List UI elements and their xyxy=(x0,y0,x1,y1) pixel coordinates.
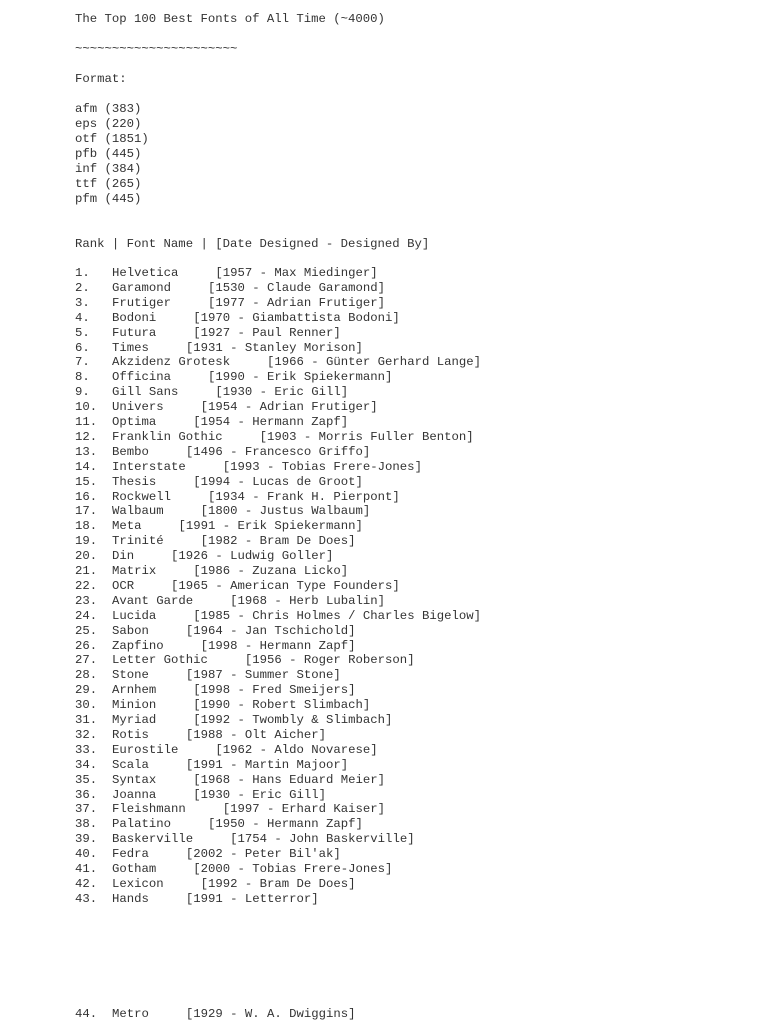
font-name: Hands xyxy=(112,891,149,906)
font-row xyxy=(75,385,348,400)
font-row xyxy=(75,639,356,654)
font-name: OCR xyxy=(112,578,135,593)
font-rank: 16. xyxy=(75,489,98,504)
font-row xyxy=(75,415,348,430)
font-name: Lexicon xyxy=(112,876,164,891)
font-rank: 3. xyxy=(75,295,90,310)
font-info: [1930 - Eric Gill] xyxy=(193,787,327,802)
font-rank: 43. xyxy=(75,891,98,906)
font-name: Walbaum xyxy=(112,504,164,519)
font-name: Interstate xyxy=(112,459,186,474)
font-row xyxy=(75,549,333,564)
font-name: Lucida xyxy=(112,608,157,623)
font-info: [1991 - Martin Majoor] xyxy=(185,757,349,772)
font-row xyxy=(75,758,348,773)
font-name: Rockwell xyxy=(112,489,172,504)
font-info: [1990 - Erik Spiekermann] xyxy=(207,370,393,385)
font-info: [1966 - Günter Gerhard Lange] xyxy=(266,355,481,370)
font-info: [1530 - Claude Garamond] xyxy=(207,280,386,295)
font-rank: 13. xyxy=(75,444,98,459)
font-info: [1994 - Lucas de Groot] xyxy=(193,474,363,489)
font-row xyxy=(75,832,415,847)
font-rank: 22. xyxy=(75,578,98,593)
font-name: Futura xyxy=(112,325,157,340)
font-rank: 27. xyxy=(75,653,98,668)
font-row xyxy=(75,430,474,445)
font-name: Stone xyxy=(112,668,149,683)
format-item: pfb (445) xyxy=(75,147,142,161)
font-row xyxy=(75,564,348,579)
font-rank: 37. xyxy=(75,802,98,817)
font-name: Bodoni xyxy=(112,310,157,325)
format-item: eps (220) xyxy=(75,117,142,131)
font-name: Akzidenz Grotesk xyxy=(112,355,231,370)
font-row xyxy=(75,802,385,817)
table-header: Rank | Font Name | [Date Designed - Designed By] xyxy=(75,237,430,251)
font-rank: 5. xyxy=(75,325,90,340)
font-row xyxy=(75,788,326,803)
format-item: afm (383) xyxy=(75,102,142,116)
format-heading: Format: xyxy=(75,72,127,86)
font-rank: 7. xyxy=(75,355,90,370)
font-row xyxy=(75,311,400,326)
font-row xyxy=(75,817,363,832)
font-rank: 29. xyxy=(75,683,98,698)
font-rank: 12. xyxy=(75,429,98,444)
font-rank: 18. xyxy=(75,519,98,534)
font-name: Sabon xyxy=(112,623,149,638)
font-rank: 6. xyxy=(75,340,90,355)
font-info: [1991 - Erik Spiekermann] xyxy=(178,519,363,534)
font-row xyxy=(75,296,385,311)
font-row xyxy=(75,490,400,505)
font-name: Gill Sans xyxy=(112,385,179,400)
font-rank: 11. xyxy=(75,415,98,429)
font-name: Helvetica xyxy=(112,266,179,280)
document-title: The Top 100 Best Fonts of All Time (~4000) xyxy=(75,12,385,26)
font-name: Fedra xyxy=(112,847,149,862)
font-name: Arnhem xyxy=(112,683,157,698)
font-row xyxy=(75,579,400,594)
font-rank: 39. xyxy=(75,832,98,847)
font-name: Fleishmann xyxy=(112,802,186,817)
font-info: [1496 - Francesco Griffo] xyxy=(185,444,371,459)
font-rank: 30. xyxy=(75,698,98,713)
font-info: [1982 - Bram De Does] xyxy=(200,534,356,549)
font-rank: 41. xyxy=(75,862,98,876)
font-name: Avant Garde xyxy=(112,593,194,608)
font-row xyxy=(75,892,319,907)
font-info: [1992 - Bram De Does] xyxy=(200,876,356,891)
font-info: [1991 - Letterror] xyxy=(185,891,319,906)
font-row-next-page xyxy=(75,1007,356,1022)
font-info: [1987 - Summer Stone] xyxy=(185,668,341,683)
format-item: inf (384) xyxy=(75,162,142,176)
font-row xyxy=(75,773,385,788)
font-row xyxy=(75,847,341,862)
font-info: [1998 - Fred Smeijers] xyxy=(193,683,356,698)
font-name: Scala xyxy=(112,757,149,772)
font-info: [1903 - Morris Fuller Benton] xyxy=(259,429,474,444)
font-name: Letter Gothic xyxy=(112,653,208,668)
font-row xyxy=(75,534,356,549)
font-info: [1929 - W. A. Dwiggins] xyxy=(185,1007,356,1021)
font-rank: 24. xyxy=(75,608,98,623)
font-name: Bembo xyxy=(112,444,149,459)
font-info: [1968 - Hans Eduard Meier] xyxy=(193,772,386,787)
font-rank: 40. xyxy=(75,847,98,862)
format-item: otf (1851) xyxy=(75,132,149,146)
font-row xyxy=(75,519,363,534)
font-name: Trinité xyxy=(112,534,164,549)
title-separator: ~~~~~~~~~~~~~~~~~~~~~~ xyxy=(75,42,238,56)
font-name: Din xyxy=(112,549,135,564)
format-item: ttf (265) xyxy=(75,177,142,191)
font-rank: 25. xyxy=(75,623,98,638)
font-rank: 4. xyxy=(75,310,90,325)
font-row xyxy=(75,728,326,743)
font-row xyxy=(75,609,481,624)
font-rank: 31. xyxy=(75,713,98,727)
font-row xyxy=(75,504,370,519)
font-row xyxy=(75,445,370,460)
font-info: [1927 - Paul Renner] xyxy=(193,325,341,340)
font-info: [1754 - John Baskerville] xyxy=(230,832,415,847)
font-row xyxy=(75,594,385,609)
font-name: Eurostile xyxy=(112,742,179,757)
font-name: Matrix xyxy=(112,564,157,578)
font-info: [1993 - Tobias Frere-Jones] xyxy=(222,459,422,474)
font-rank: 19. xyxy=(75,534,98,549)
font-rank: 10. xyxy=(75,400,98,415)
font-rank: 9. xyxy=(75,385,90,400)
font-name: Joanna xyxy=(112,787,157,802)
font-info: [1954 - Hermann Zapf] xyxy=(193,415,349,429)
font-name: Myriad xyxy=(112,713,157,727)
font-info: [1926 - Ludwig Goller] xyxy=(171,549,334,564)
font-rank: 14. xyxy=(75,459,98,474)
font-rank: 38. xyxy=(75,817,98,832)
font-name: Palatino xyxy=(112,817,172,832)
font-info: [1930 - Eric Gill] xyxy=(215,385,349,400)
font-rank: 23. xyxy=(75,593,98,608)
font-name: Zapfino xyxy=(112,638,164,653)
font-row xyxy=(75,400,378,415)
font-info: [1931 - Stanley Morison] xyxy=(185,340,363,355)
font-name: Officina xyxy=(112,370,172,385)
font-rank: 34. xyxy=(75,757,98,772)
font-rank: 28. xyxy=(75,668,98,683)
font-row xyxy=(75,683,356,698)
font-rank: 21. xyxy=(75,564,98,578)
font-name: Thesis xyxy=(112,474,157,489)
font-rank: 32. xyxy=(75,727,98,742)
font-info: [2002 - Peter Bil'ak] xyxy=(185,847,341,862)
font-name: Syntax xyxy=(112,772,157,787)
font-rank: 33. xyxy=(75,742,98,757)
font-info: [1950 - Hermann Zapf] xyxy=(207,817,363,832)
font-row xyxy=(75,355,481,370)
font-name: Frutiger xyxy=(112,295,172,310)
font-name: Gotham xyxy=(112,862,157,876)
font-name: Franklin Gothic xyxy=(112,429,223,444)
font-name: Garamond xyxy=(112,280,172,295)
font-rank: 17. xyxy=(75,504,98,519)
font-info: [1997 - Erhard Kaiser] xyxy=(222,802,386,817)
font-info: [1800 - Justus Walbaum] xyxy=(200,504,371,519)
font-info: [1964 - Jan Tschichold] xyxy=(185,623,356,638)
font-row xyxy=(75,877,356,892)
font-info: [1970 - Giambattista Bodoni] xyxy=(193,310,400,325)
font-name: Univers xyxy=(112,400,164,415)
font-rank: 35. xyxy=(75,772,98,787)
font-row xyxy=(75,370,392,385)
font-rank: 1. xyxy=(75,266,90,280)
font-info: [1988 - Olt Aicher] xyxy=(185,727,327,742)
font-row xyxy=(75,653,415,668)
font-row xyxy=(75,281,385,296)
font-rank: 8. xyxy=(75,370,90,385)
font-row xyxy=(75,743,378,758)
font-name: Baskerville xyxy=(112,832,194,847)
font-info: [2000 - Tobias Frere-Jones] xyxy=(193,862,393,876)
font-rank: 15. xyxy=(75,474,98,489)
font-row xyxy=(75,698,370,713)
font-info: [1977 - Adrian Frutiger] xyxy=(207,295,386,310)
font-row xyxy=(75,624,356,639)
font-info: [1990 - Robert Slimbach] xyxy=(193,698,371,713)
font-rank: 36. xyxy=(75,787,98,802)
font-name: Meta xyxy=(112,519,142,534)
font-name: Times xyxy=(112,340,149,355)
font-info: [1986 - Zuzana Licko] xyxy=(193,564,349,578)
font-rank: 26. xyxy=(75,638,98,653)
font-name: Optima xyxy=(112,415,157,429)
font-row xyxy=(75,326,341,341)
font-info: [1957 - Max Miedinger] xyxy=(215,266,378,280)
font-row xyxy=(75,475,363,490)
font-info: [1954 - Adrian Frutiger] xyxy=(200,400,378,415)
font-row xyxy=(75,862,392,877)
font-info: [1968 - Herb Lubalin] xyxy=(230,593,386,608)
font-rank: 20. xyxy=(75,549,98,564)
font-rank: 2. xyxy=(75,280,90,295)
font-info: [1962 - Aldo Novarese] xyxy=(215,742,378,757)
font-info: [1956 - Roger Roberson] xyxy=(244,653,415,668)
font-row xyxy=(75,266,378,281)
format-item: pfm (445) xyxy=(75,192,142,206)
font-name: Minion xyxy=(112,698,157,713)
font-row xyxy=(75,713,392,728)
font-row xyxy=(75,460,422,475)
font-name: Rotis xyxy=(112,727,149,742)
font-info: [1998 - Hermann Zapf] xyxy=(200,638,356,653)
font-info: [1965 - American Type Founders] xyxy=(171,578,400,593)
font-row xyxy=(75,668,341,683)
font-rank: 44. xyxy=(75,1007,98,1021)
font-info: [1934 - Frank H. Pierpont] xyxy=(207,489,400,504)
font-name: Metro xyxy=(112,1007,149,1021)
font-info: [1992 - Twombly & Slimbach] xyxy=(193,713,393,727)
font-info: [1985 - Chris Holmes / Charles Bigelow] xyxy=(193,608,481,623)
font-row xyxy=(75,341,363,356)
font-rank: 42. xyxy=(75,876,98,891)
